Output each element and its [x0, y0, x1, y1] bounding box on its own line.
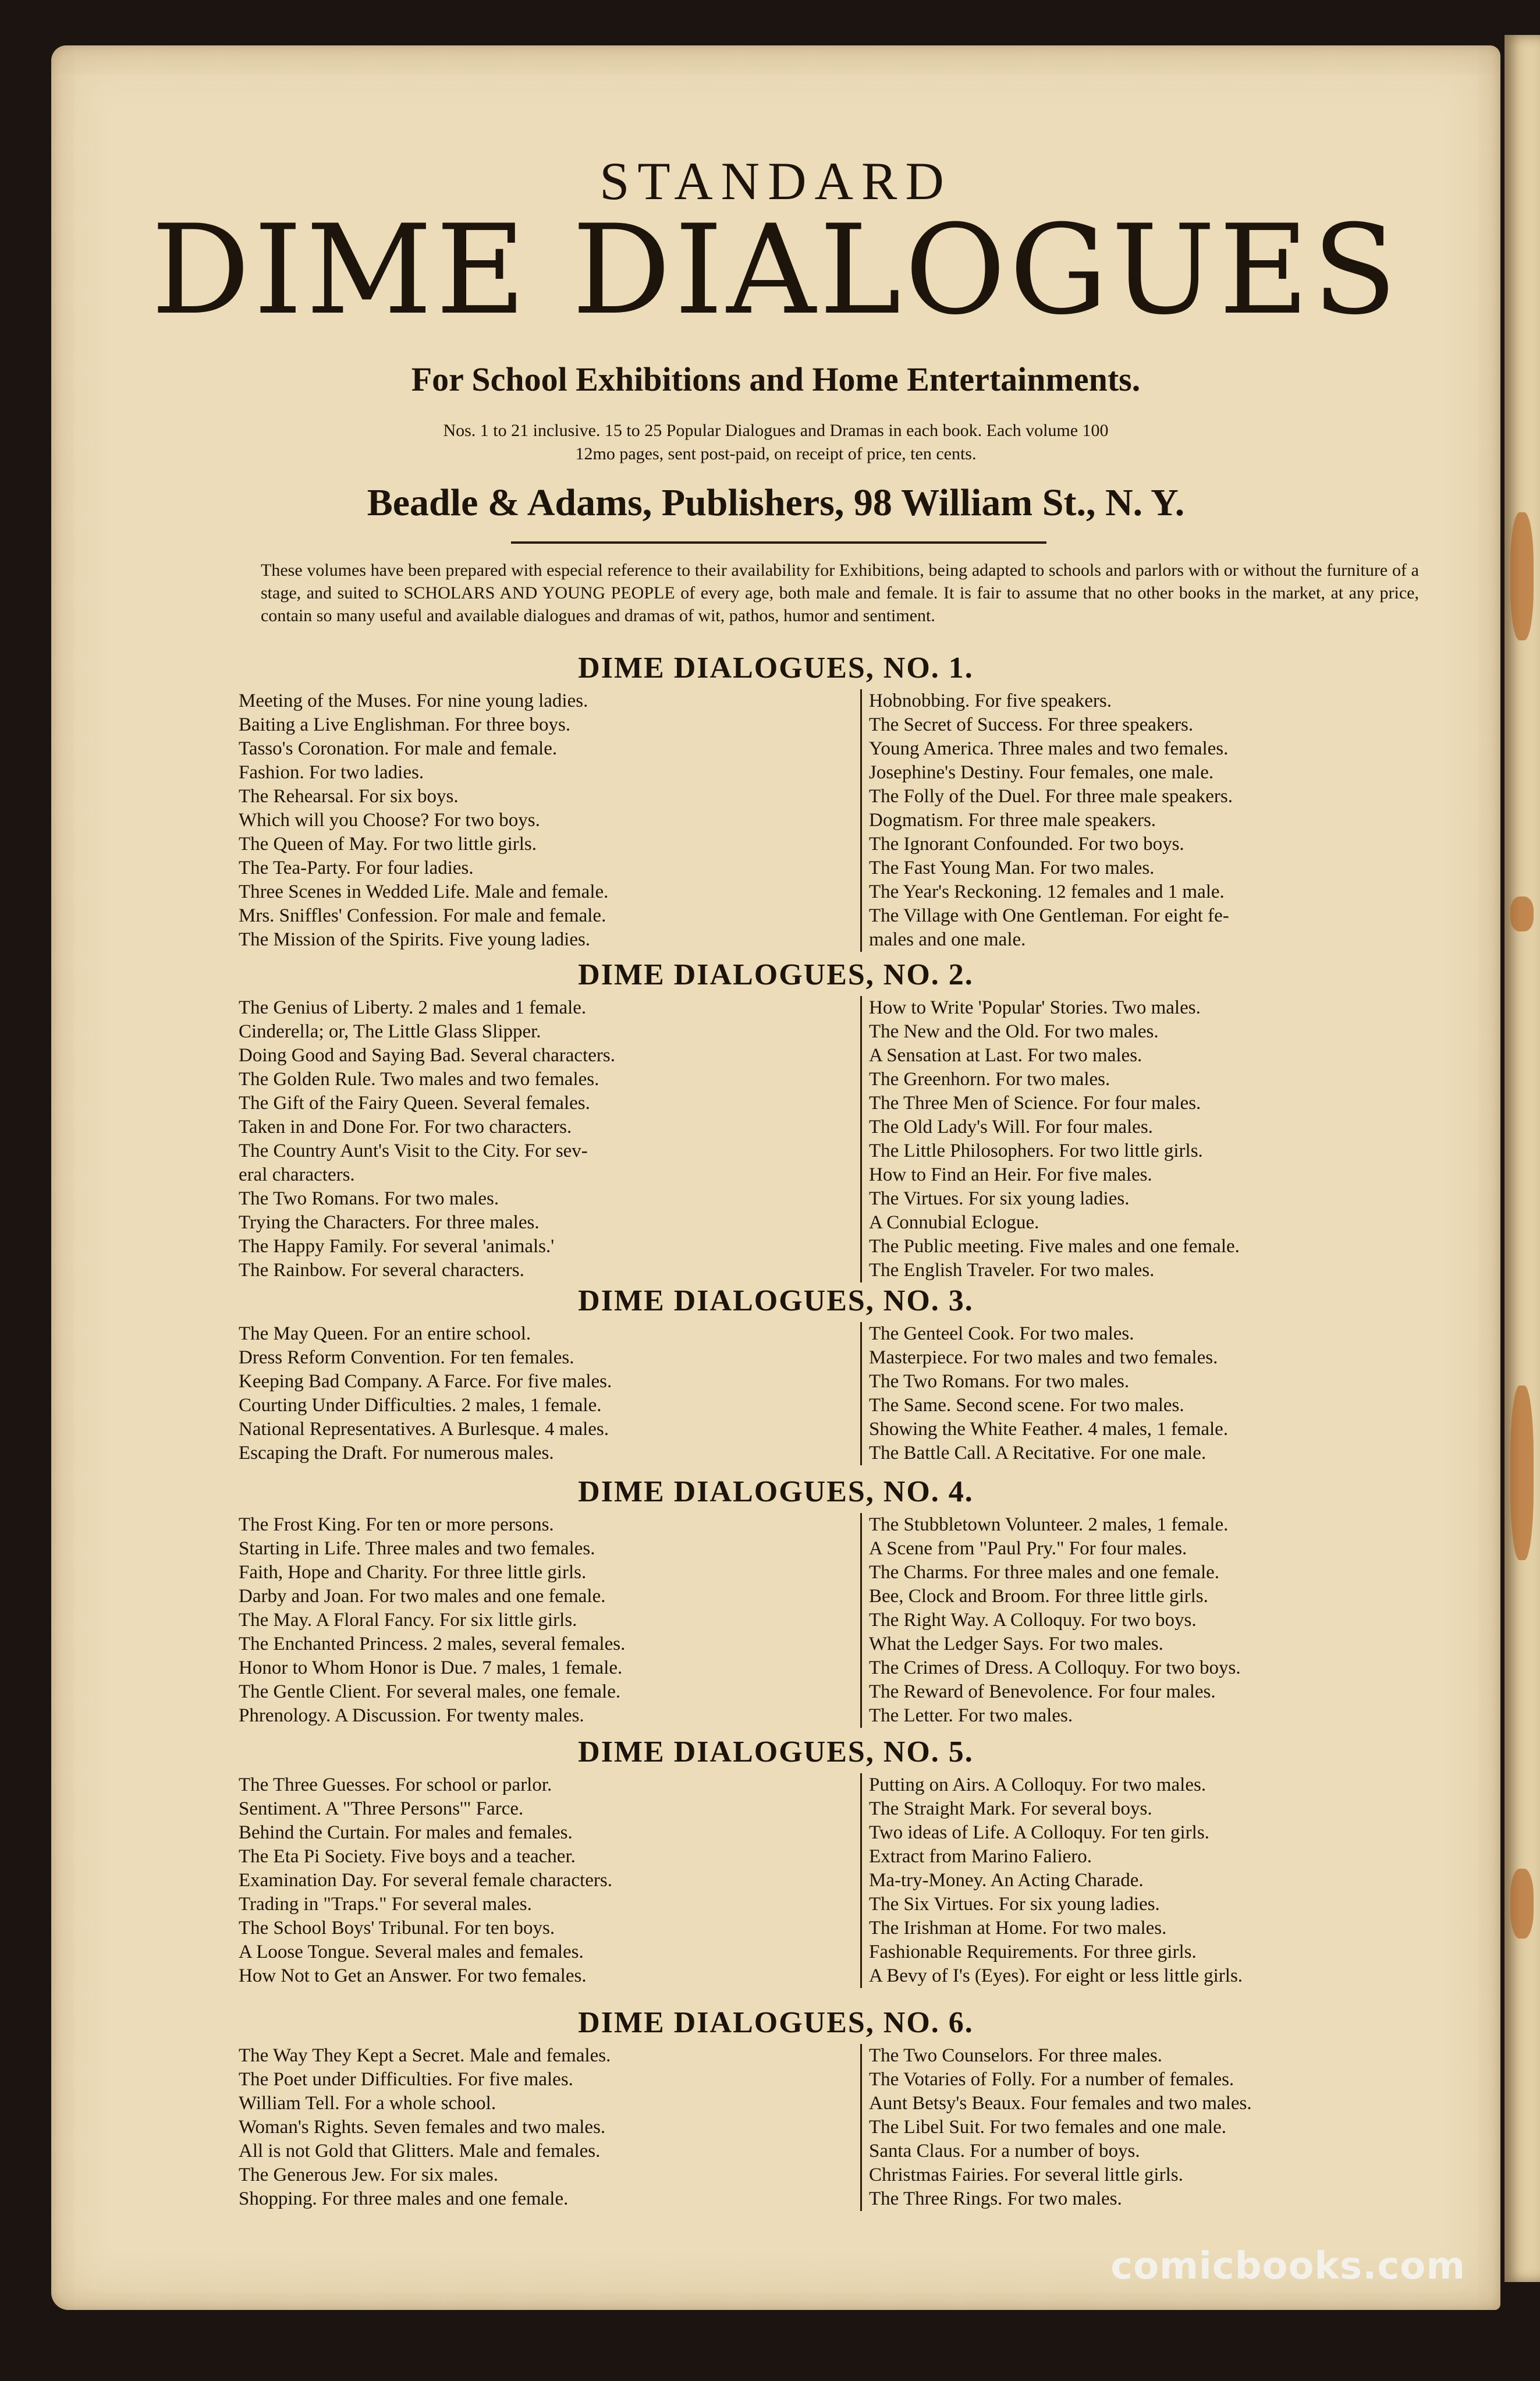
header-standard: STANDARD — [599, 151, 952, 211]
dialogue-entry: The Votaries of Folly. For a number of females. — [869, 2069, 1234, 2090]
dialogue-entry: Behind the Curtain. For males and females. — [239, 1822, 573, 1843]
section-column-left — [239, 1322, 850, 1465]
section-column-right — [860, 1513, 1457, 1728]
dialogue-entry: Keeping Bad Company. A Farce. For five males. — [239, 1371, 612, 1392]
section-column-left — [239, 2044, 850, 2211]
dialogue-entry: Courting Under Difficulties. 2 males, 1 female. — [239, 1395, 602, 1416]
dialogue-entry: The School Boys' Tribunal. For ten boys. — [239, 1918, 555, 1939]
catalog-page — [51, 45, 1500, 2310]
dialogue-entry: The Stubbletown Volunteer. 2 males, 1 female. — [869, 1514, 1229, 1535]
dialogue-entry: A Sensation at Last. For two males. — [869, 1045, 1142, 1066]
dialogue-entry: Three Scenes in Wedded Life. Male and female. — [239, 881, 609, 902]
dialogue-entry: The Enchanted Princess. 2 males, several females. — [239, 1634, 626, 1654]
dialogue-entry: Sentiment. A "Three Persons'" Farce. — [239, 1798, 524, 1819]
dialogue-entry: Examination Day. For several female characters. — [239, 1870, 612, 1891]
dialogue-entry: The May Queen. For an entire school. — [239, 1323, 531, 1344]
dialogue-entry: The Battle Call. A Recitative. For one male. — [869, 1443, 1207, 1464]
section-column-left — [239, 1773, 850, 1988]
dialogue-entry: How to Find an Heir. For five males. — [869, 1164, 1152, 1185]
dialogue-entry: Josephine's Destiny. Four females, one male. — [869, 762, 1214, 783]
dialogue-entry: The Tea-Party. For four ladies. — [239, 858, 474, 878]
dialogue-entry: The Village with One Gentleman. For eight fe- — [869, 905, 1229, 926]
section-heading: DIME DIALOGUES, NO. 4. — [578, 1475, 974, 1508]
section-column-right — [860, 689, 1457, 952]
dialogue-entry: The Letter. For two males. — [869, 1705, 1073, 1726]
dialogue-entry: males and one male. — [869, 929, 1026, 950]
dialogue-entry: Dogmatism. For three male speakers. — [869, 810, 1156, 831]
dialogue-entry: Escaping the Draft. For numerous males. — [239, 1443, 554, 1464]
dialogue-entry: The New and the Old. For two males. — [869, 1021, 1159, 1042]
dialogue-entry: The Irishman at Home. For two males. — [869, 1918, 1167, 1939]
header-info — [51, 419, 1500, 466]
dialogue-entry: Putting on Airs. A Colloquy. For two males. — [869, 1774, 1207, 1795]
dialogue-entry: What the Ledger Says. For two males. — [869, 1634, 1163, 1654]
dialogue-entry: How Not to Get an Answer. For two females. — [239, 1965, 587, 1986]
dialogue-entry: Baiting a Live Englishman. For three boys. — [239, 714, 571, 735]
dialogue-entry: The Straight Mark. For several boys. — [869, 1798, 1152, 1819]
dialogue-entry: The May. A Floral Fancy. For six little girls. — [239, 1610, 577, 1631]
dialogue-entry: The Mission of the Spirits. Five young ladies. — [239, 929, 591, 950]
section-heading: DIME DIALOGUES, NO. 6. — [578, 2006, 974, 2039]
header-info-line: Nos. 1 to 21 inclusive. 15 to 25 Popular Dialogues and Dramas in each book. Each volume 100 — [443, 421, 1109, 440]
dialogue-entry: The Six Virtues. For six young ladies. — [869, 1894, 1160, 1915]
dialogue-entry: Showing the White Feather. 4 males, 1 female. — [869, 1419, 1229, 1440]
section-column-left — [239, 689, 850, 952]
dialogue-entry: The Charms. For three males and one female. — [869, 1562, 1220, 1583]
dialogue-entry: The Way They Kept a Secret. Male and females. — [239, 2045, 611, 2066]
dialogue-entry: Fashionable Requirements. For three girls. — [869, 1941, 1197, 1962]
dialogue-entry: The Gift of the Fairy Queen. Several females. — [239, 1093, 590, 1114]
dialogue-entry: Santa Claus. For a number of boys. — [869, 2141, 1140, 2162]
dialogue-entry: eral characters. — [239, 1164, 355, 1185]
dialogue-entry: The Two Romans. For two males. — [869, 1371, 1130, 1392]
section-column-left — [239, 1513, 850, 1728]
dialogue-entry: Doing Good and Saying Bad. Several characters. — [239, 1045, 615, 1066]
dialogue-entry: A Bevy of I's (Eyes). For eight or less little girls. — [869, 1965, 1243, 1986]
dialogue-entry: Hobnobbing. For five speakers. — [869, 690, 1112, 711]
dialogue-entry: The Same. Second scene. For two males. — [869, 1395, 1184, 1416]
section-heading: DIME DIALOGUES, NO. 5. — [578, 1735, 974, 1769]
adjacent-page-edge — [1504, 35, 1540, 2282]
dialogue-entry: Woman's Rights. Seven females and two males. — [239, 2117, 606, 2138]
dialogue-entry: All is not Gold that Glitters. Male and females. — [239, 2141, 601, 2162]
dialogue-entry: The Rehearsal. For six boys. — [239, 786, 459, 807]
dialogue-entry: The Three Men of Science. For four males. — [869, 1093, 1201, 1114]
section-column-right — [860, 1773, 1457, 1988]
dialogue-entry: The Reward of Benevolence. For four males. — [869, 1681, 1216, 1702]
dialogue-entry: The Virtues. For six young ladies. — [869, 1188, 1130, 1209]
dialogue-entry: The Queen of May. For two little girls. — [239, 834, 537, 855]
dialogue-entry: Fashion. For two ladies. — [239, 762, 424, 783]
dialogue-entry: The Folly of the Duel. For three male speakers. — [869, 786, 1233, 807]
dialogue-entry: The Little Philosophers. For two little girls. — [869, 1140, 1203, 1161]
section-column-right — [860, 1322, 1457, 1465]
dialogue-entry: The Libel Suit. For two females and one male. — [869, 2117, 1227, 2138]
dialogue-entry: Ma-try-Money. An Acting Charade. — [869, 1870, 1144, 1891]
dialogue-entry: Honor to Whom Honor is Due. 7 males, 1 female. — [239, 1657, 623, 1678]
dialogue-entry: Trading in "Traps." For several males. — [239, 1894, 532, 1915]
dialogue-entry: A Scene from "Paul Pry." For four males. — [869, 1538, 1187, 1559]
dialogue-entry: The Genius of Liberty. 2 males and 1 female. — [239, 997, 587, 1018]
dialogue-entry: The Two Counselors. For three males. — [869, 2045, 1162, 2066]
section-column-left — [239, 996, 850, 1282]
dialogue-entry: Dress Reform Convention. For ten females. — [239, 1347, 574, 1368]
dialogue-entry: The Secret of Success. For three speakers. — [869, 714, 1194, 735]
dialogue-entry: The Right Way. A Colloquy. For two boys. — [869, 1610, 1197, 1631]
dialogue-entry: Taken in and Done For. For two characters. — [239, 1117, 572, 1138]
dialogue-entry: Bee, Clock and Broom. For three little girls. — [869, 1586, 1208, 1607]
dialogue-entry: The Public meeting. Five males and one female. — [869, 1236, 1240, 1257]
watermark: comicbooks.com — [1110, 2245, 1466, 2288]
dialogue-entry: The English Traveler. For two males. — [869, 1260, 1155, 1281]
dialogue-entry: The Rainbow. For several characters. — [239, 1260, 524, 1281]
section-column-right — [860, 2044, 1457, 2211]
dialogue-entry: William Tell. For a whole school. — [239, 2093, 496, 2114]
dialogue-entry: The Country Aunt's Visit to the City. For sev- — [239, 1140, 588, 1161]
dialogue-entry: Which will you Choose? For two boys. — [239, 810, 540, 831]
dialogue-entry: Two ideas of Life. A Colloquy. For ten girls. — [869, 1822, 1209, 1843]
section-column-right — [860, 996, 1457, 1282]
dialogue-entry: Trying the Characters. For three males. — [239, 1212, 540, 1233]
dialogue-entry: Aunt Betsy's Beaux. Four females and two males. — [869, 2093, 1252, 2114]
dialogue-entry: The Genteel Cook. For two males. — [869, 1323, 1134, 1344]
section-heading: DIME DIALOGUES, NO. 3. — [578, 1284, 974, 1317]
dialogue-entry: A Loose Tongue. Several males and females. — [239, 1941, 584, 1962]
dialogue-entry: The Gentle Client. For several males, one female. — [239, 1681, 621, 1702]
dialogue-entry: The Three Rings. For two males. — [869, 2188, 1122, 2209]
dialogue-entry: National Representatives. A Burlesque. 4 males. — [239, 1419, 609, 1440]
dialogue-entry: Starting in Life. Three males and two females. — [239, 1538, 595, 1559]
dialogue-entry: Extract from Marino Faliero. — [869, 1846, 1092, 1867]
publisher-line: Beadle & Adams, Publishers, 98 William St., N. Y. — [367, 481, 1185, 524]
dialogue-entry: Darby and Joan. For two males and one female. — [239, 1586, 606, 1607]
dialogue-entry: Faith, Hope and Charity. For three little girls. — [239, 1562, 587, 1583]
dialogue-entry: The Year's Reckoning. 12 females and 1 male. — [869, 881, 1225, 902]
dialogue-entry: A Connubial Eclogue. — [869, 1212, 1039, 1233]
dialogue-entry: Cinderella; or, The Little Glass Slipper. — [239, 1021, 541, 1042]
dialogue-entry: The Frost King. For ten or more persons. — [239, 1514, 554, 1535]
dialogue-entry: The Two Romans. For two males. — [239, 1188, 499, 1209]
header-info-line: 12mo pages, sent post-paid, on receipt of price, ten cents. — [575, 444, 977, 463]
dialogue-entry: The Happy Family. For several 'animals.' — [239, 1236, 555, 1257]
dialogue-entry: Young America. Three males and two females. — [869, 738, 1229, 759]
dialogue-entry: Phrenology. A Discussion. For twenty males. — [239, 1705, 584, 1726]
dialogue-entry: The Golden Rule. Two males and two females. — [239, 1069, 599, 1090]
dialogue-entry: The Generous Jew. For six males. — [239, 2164, 499, 2185]
dialogue-entry: Meeting of the Muses. For nine young ladies. — [239, 690, 588, 711]
dialogue-entry: The Ignorant Confounded. For two boys. — [869, 834, 1184, 855]
dialogue-entry: The Eta Pi Society. Five boys and a teacher. — [239, 1846, 576, 1867]
dialogue-entry: The Fast Young Man. For two males. — [869, 858, 1155, 878]
dialogue-entry: Masterpiece. For two males and two females. — [869, 1347, 1218, 1368]
page-title: DIME DIALOGUES — [151, 198, 1401, 342]
dialogue-entry: The Old Lady's Will. For four males. — [869, 1117, 1153, 1138]
dialogue-entry: Tasso's Coronation. For male and female. — [239, 738, 558, 759]
section-heading: DIME DIALOGUES, NO. 1. — [578, 651, 974, 685]
dialogue-entry: Mrs. Sniffles' Confession. For male and female. — [239, 905, 606, 926]
dialogue-entry: The Crimes of Dress. A Colloquy. For two boys. — [869, 1657, 1241, 1678]
background-edge — [0, 0, 51, 2381]
section-heading: DIME DIALOGUES, NO. 2. — [578, 958, 974, 991]
intro-paragraph: These volumes have been prepared with especial reference to their availability for Exhibitions, being adapted to schools and parlors with or without the furniture of a stage, and suited to SCHOLARS AND YOUNG PEOPLE of every age, both male and female. It is fair to assume that no other books in the market, at any price, contain so many useful and available dialogues and dramas of wit, pathos, humor and sentiment. — [261, 561, 1419, 625]
dialogue-entry: How to Write 'Popular' Stories. Two males. — [869, 997, 1201, 1018]
dialogue-entry: Christmas Fairies. For several little girls. — [869, 2164, 1183, 2185]
header-subtitle: For School Exhibitions and Home Entertainments. — [411, 360, 1141, 398]
divider — [511, 541, 1046, 544]
dialogue-entry: The Poet under Difficulties. For five males. — [239, 2069, 573, 2090]
dialogue-entry: The Three Guesses. For school or parlor. — [239, 1774, 552, 1795]
dialogue-entry: The Greenhorn. For two males. — [869, 1069, 1110, 1090]
dialogue-entry: Shopping. For three males and one female. — [239, 2188, 569, 2209]
